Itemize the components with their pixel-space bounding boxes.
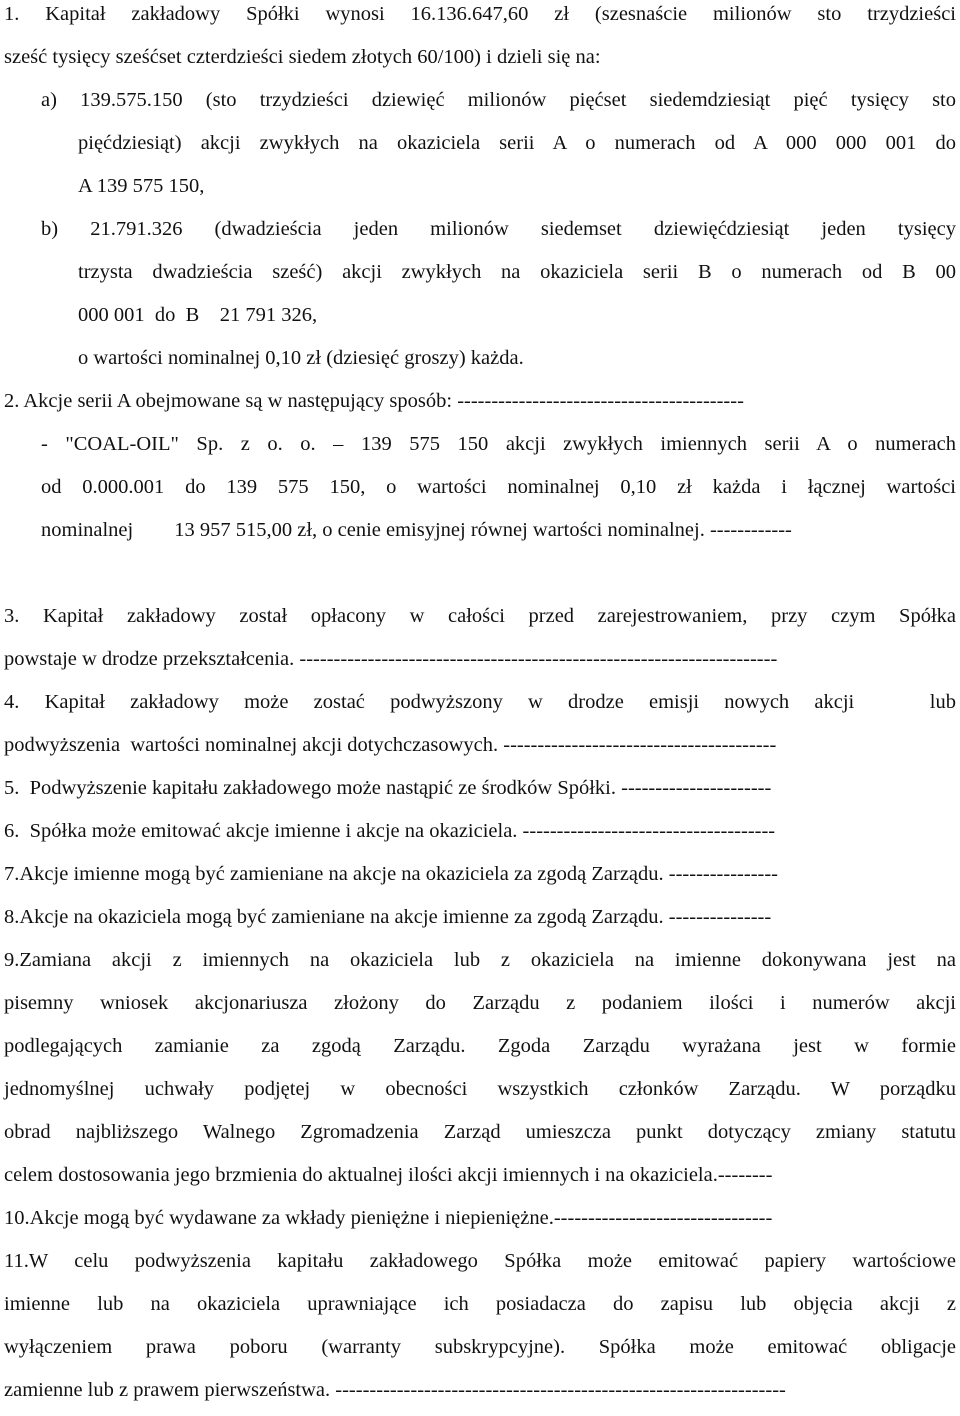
p1-line-1: 1. Kapitał zakładowy Spółki wynosi 16.136.647,60 zł (szesnaście milionów sto trzydzieści (4, 3, 956, 25)
p7-line-1: 7.Akcje imienne mogą być zamieniane na akcje na okaziciela za zgodą Zarządu. ---------------- (4, 863, 778, 885)
p9-line-5: obrad najbliższego Walnego Zgromadzenia Zarząd umieszcza punkt dotyczący zmiany statutu (4, 1121, 956, 1143)
p10-line-1: 10.Akcje mogą być wydawane za wkłady pieniężne i niepieniężne.-------------------------------- (4, 1207, 773, 1229)
p11-line-2: imienne lub na okaziciela uprawniające ich posiadacza do zapisu lub objęcia akcji z (4, 1293, 956, 1315)
p3-line-2: powstaje w drodze przekształcenia. ---------------------------------------------------------------------- (4, 648, 778, 670)
p9-line-4: jednomyślnej uchwały podjętej w obecności wszystkich członków Zarządu. W porządku (4, 1078, 956, 1100)
p3-line-1: 3. Kapitał zakładowy został opłacony w całości przed zarejestrowaniem, przy czym Spółka (4, 605, 956, 627)
p2-line-1: 2. Akcje serii A obejmowane są w następujący sposób: ------------------------------------------ (4, 390, 744, 412)
p1a-line-2: pięćdziesiąt) akcji zwykłych na okaziciela serii A o numerach od A 000 000 001 do (78, 132, 956, 154)
p1b-line-1: b) 21.791.326 (dwadzieścia jeden milionów siedemset dziewięćdziesiąt jeden tysięcy (41, 218, 956, 240)
p11-line-4: zamienne lub z prawem pierwszeństwa. ------------------------------------------------------------------ (4, 1379, 786, 1401)
p1a-line-1: a) 139.575.150 (sto trzydzieści dziewięć milionów pięćset siedemdziesiąt pięć tysięcy sto (41, 89, 956, 111)
p9-line-1: 9.Zamiana akcji z imiennych na okaziciela lub z okaziciela na imienne dokonywana jest na (4, 949, 956, 971)
p4-line-2: podwyższenia wartości nominalnej akcji dotychczasowych. ---------------------------------------- (4, 734, 777, 756)
p1b-line-2: trzysta dwadzieścia sześć) akcji zwykłych na okaziciela serii B o numerach od B 00 (78, 261, 956, 283)
p5-line-1: 5. Podwyższenie kapitału zakładowego może nastąpić ze środków Spółki. ---------------------- (4, 777, 772, 799)
p9-line-3: podlegających zamianie za zgodą Zarządu. Zgoda Zarządu wyrażana jest w formie (4, 1035, 956, 1057)
p2-line-4: nominalnej 13 957 515,00 zł, o cenie emisyjnej równej wartości nominalnej. ------------ (41, 519, 792, 541)
p1b-line-4: o wartości nominalnej 0,10 zł (dziesięć groszy) każda. (78, 347, 524, 369)
p11-line-1: 11.W celu podwyższenia kapitału zakładowego Spółka może emitować papiery wartościowe (4, 1250, 956, 1272)
p4-line-1: 4. Kapitał zakładowy może zostać podwyższony w drodze emisji nowych akcji lub (4, 691, 956, 713)
p1a-line-3: A 139 575 150, (78, 175, 205, 197)
p2-line-2: - "COAL-OIL" Sp. z o. o. – 139 575 150 akcji zwykłych imiennych serii A o numerach (41, 433, 956, 455)
p2-line-3: od 0.000.001 do 139 575 150, o wartości nominalnej 0,10 zł każda i łącznej wartości (41, 476, 956, 498)
p8-line-1: 8.Akcje na okaziciela mogą być zamieniane na akcje imienne za zgodą Zarządu. --------------- (4, 906, 772, 928)
p9-line-6: celem dostosowania jego brzmienia do aktualnej ilości akcji imiennych i na okaziciela.-------- (4, 1164, 773, 1186)
p11-line-3: wyłączeniem prawa poboru (warranty subskrypcyjne). Spółka może emitować obligacje (4, 1336, 956, 1358)
p9-line-2: pisemny wniosek akcjonariusza złożony do Zarządu z podaniem ilości i numerów akcji (4, 992, 956, 1014)
p1-line-2: sześć tysięcy sześćset czterdzieści siedem złotych 60/100) i dzieli się na: (4, 46, 601, 68)
p6-line-1: 6. Spółka może emitować akcje imienne i akcje na okaziciela. ------------------------------------- (4, 820, 776, 842)
p1b-line-3: 000 001 do B 21 791 326, (78, 304, 318, 326)
